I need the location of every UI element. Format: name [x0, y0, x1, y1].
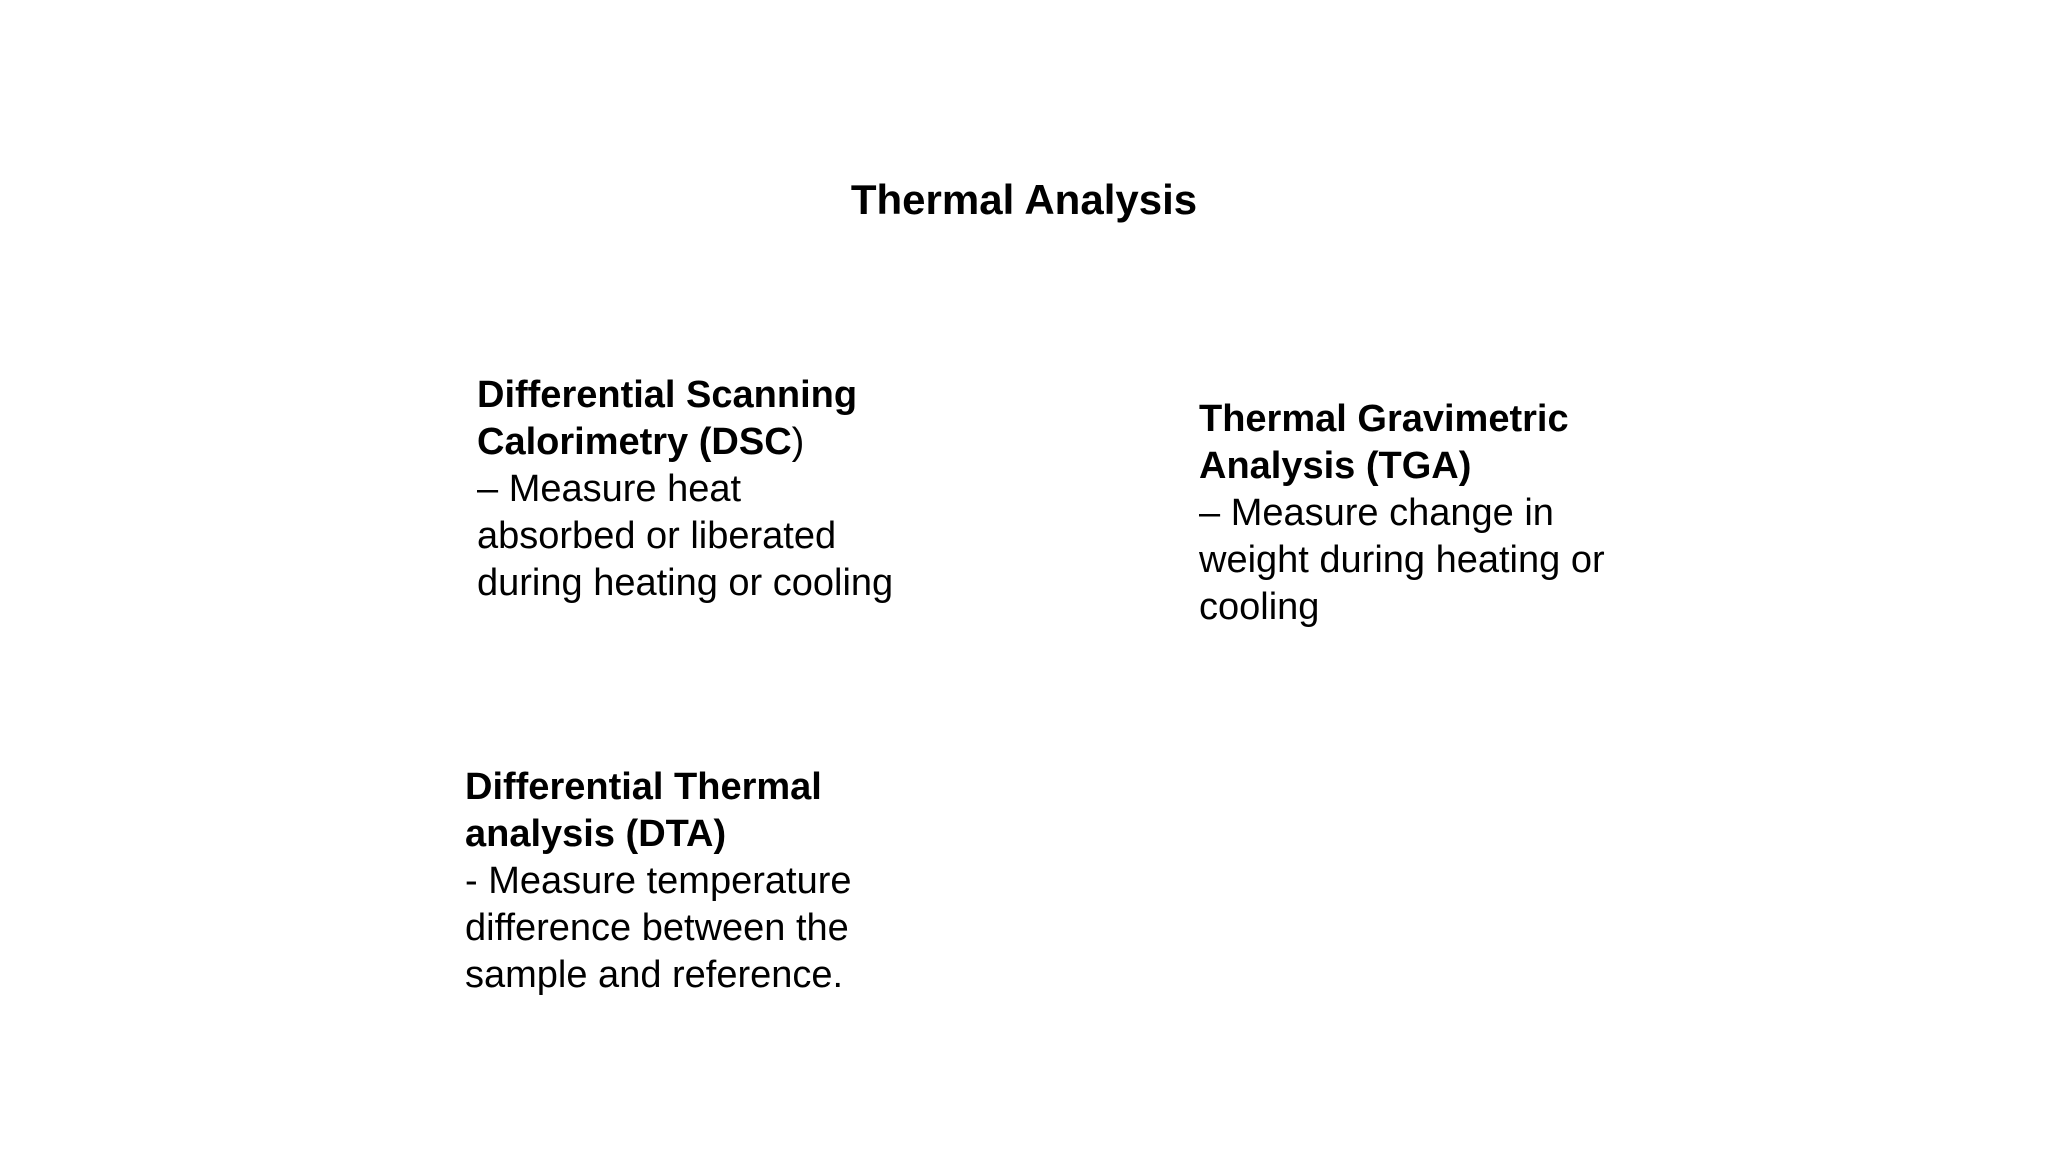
dsc-heading — [477, 372, 907, 466]
dta-text-block — [465, 764, 885, 999]
slide-title: Thermal Analysis — [850, 176, 1198, 223]
dsc-heading-bold: Differential Scanning Calorimetry (DSC — [477, 374, 858, 463]
dta-description: - Measure temperature difference between the sample and reference. — [465, 860, 852, 996]
dsc-description: – Measure heat absorbed or liberated during heating or cooling — [477, 468, 894, 604]
tga-heading: Thermal Gravimetric Analysis (TGA) — [1199, 398, 1569, 487]
tga-text-block — [1199, 396, 1619, 631]
dsc-text-block — [477, 372, 907, 607]
dta-heading: Differential Thermal analysis (DTA) — [465, 766, 822, 855]
tga-description: – Measure change in weight during heating or cooling — [1199, 492, 1605, 628]
dsc-heading-tail: ) — [791, 421, 805, 463]
